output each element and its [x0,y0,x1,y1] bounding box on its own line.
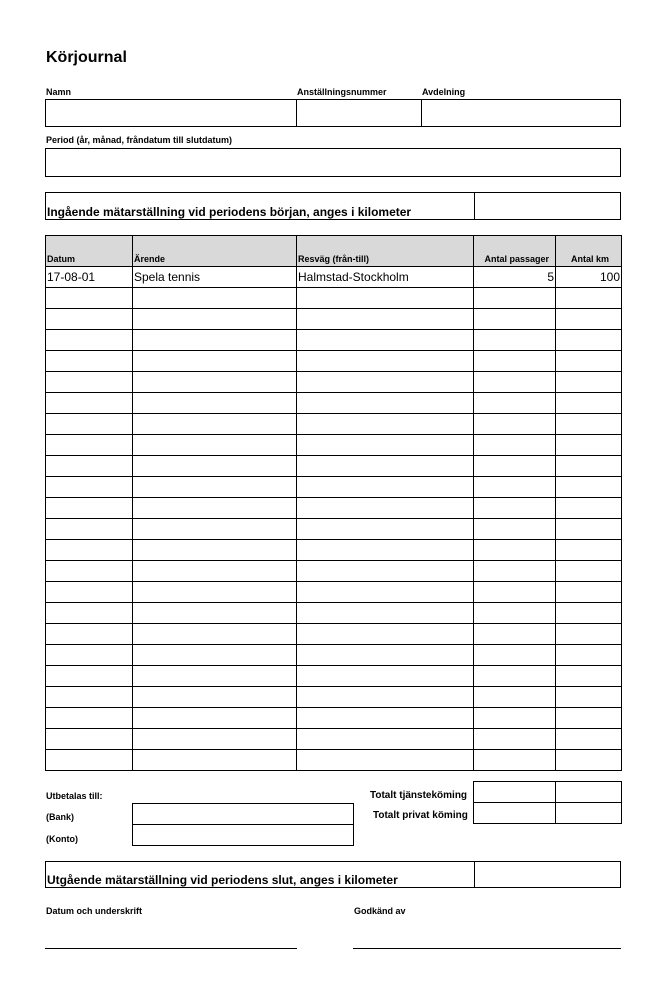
cell-passages[interactable] [474,687,556,708]
cell-route[interactable] [297,351,474,372]
cell-purpose[interactable] [133,624,297,645]
cell-passages[interactable] [474,351,556,372]
cell-passages[interactable] [474,645,556,666]
cell-passages[interactable] [474,498,556,519]
cell-purpose[interactable] [133,477,297,498]
cell-km[interactable] [556,435,622,456]
cell-route[interactable] [297,729,474,750]
table-row [46,519,622,540]
cell-purpose[interactable] [133,288,297,309]
approved-signature-line[interactable] [353,948,621,949]
cell-purpose[interactable] [133,645,297,666]
cell-passages[interactable] [474,582,556,603]
cell-km[interactable] [556,477,622,498]
cell-km[interactable] [556,288,622,309]
table-row [46,582,622,603]
cell-route[interactable]: Halmstad-Stockholm [297,267,474,288]
table-row [46,393,622,414]
period-field[interactable] [45,148,621,177]
cell-passages[interactable] [474,624,556,645]
cell-passages[interactable] [474,729,556,750]
table-row [46,666,622,687]
table-row [46,351,622,372]
table-row [46,435,622,456]
table-row [46,477,622,498]
cell-route[interactable] [297,288,474,309]
business-total-km[interactable] [556,782,622,803]
cell-purpose[interactable] [133,519,297,540]
start-reading-field[interactable] [475,193,621,219]
cell-km[interactable] [556,561,622,582]
cell-route[interactable] [297,666,474,687]
cell-date[interactable] [46,603,133,624]
cell-date[interactable] [46,477,133,498]
end-reading-label: Utgående mätarställning vid periodens slut, anges i kilometer [47,873,398,887]
cell-km[interactable] [556,330,622,351]
cell-route[interactable] [297,309,474,330]
cell-route[interactable] [297,519,474,540]
cell-route[interactable] [297,477,474,498]
account-field[interactable] [132,824,354,846]
header-km: Antal km [556,236,622,267]
cell-date[interactable] [46,708,133,729]
cell-purpose[interactable] [133,456,297,477]
cell-passages[interactable] [474,750,556,771]
employee-number-label: Anställningsnummer [297,87,387,97]
cell-date[interactable] [46,330,133,351]
cell-km[interactable] [556,309,622,330]
cell-passages[interactable] [474,477,556,498]
cell-km[interactable] [556,666,622,687]
cell-km[interactable] [556,498,622,519]
cell-date[interactable] [46,645,133,666]
cell-km[interactable] [556,645,622,666]
cell-date[interactable] [46,435,133,456]
cell-purpose[interactable] [133,435,297,456]
cell-passages[interactable] [474,519,556,540]
cell-passages[interactable] [474,603,556,624]
table-row [46,750,622,771]
header-route: Resväg (från-till) [297,236,474,267]
cell-route[interactable] [297,624,474,645]
cell-route[interactable] [297,561,474,582]
cell-date[interactable] [46,729,133,750]
cell-purpose[interactable] [133,561,297,582]
cell-date[interactable] [46,624,133,645]
cell-route[interactable] [297,435,474,456]
cell-date[interactable] [46,750,133,771]
table-row [46,330,622,351]
cell-date[interactable]: 17-08-01 [46,267,133,288]
cell-route[interactable] [297,708,474,729]
cell-route[interactable] [297,414,474,435]
cell-passages[interactable]: 5 [474,267,556,288]
header-date: Datum [46,236,133,267]
table-row [46,456,622,477]
table-row [46,561,622,582]
cell-passages[interactable] [474,456,556,477]
cell-passages[interactable] [474,330,556,351]
cell-date[interactable] [46,519,133,540]
totals-table [473,781,622,824]
table-header-row [46,236,622,267]
cell-km[interactable] [556,540,622,561]
cell-date[interactable] [46,288,133,309]
table-row [46,624,622,645]
cell-passages[interactable] [474,414,556,435]
cell-km[interactable] [556,708,622,729]
cell-purpose[interactable] [133,582,297,603]
cell-route[interactable] [297,393,474,414]
cell-route[interactable] [297,645,474,666]
cell-date[interactable] [46,582,133,603]
table-row [46,603,622,624]
table-row [46,729,622,750]
header-purpose: Ärende [133,236,297,267]
table-row [46,540,622,561]
cell-date[interactable] [46,561,133,582]
cell-date[interactable] [46,666,133,687]
cell-date[interactable] [46,393,133,414]
private-total-row [474,803,622,824]
department-label: Avdelning [422,87,466,97]
start-reading-label: Ingående mätarställning vid periodens början, anges i kilometer [47,205,412,219]
cell-purpose[interactable] [133,309,297,330]
cell-purpose[interactable] [133,393,297,414]
cell-purpose[interactable] [133,687,297,708]
cell-passages[interactable] [474,561,556,582]
business-total-label: Totalt tjänsteköming [370,790,468,801]
cell-date[interactable] [46,309,133,330]
cell-passages[interactable] [474,393,556,414]
name-label: Namn [46,87,72,97]
cell-km[interactable] [556,624,622,645]
header-passages: Antal passager [474,236,556,267]
cell-passages[interactable] [474,540,556,561]
cell-passages[interactable] [474,666,556,687]
cell-km[interactable] [556,603,622,624]
cell-route[interactable] [297,456,474,477]
approved-label: Godkänd av [354,906,406,916]
cell-km[interactable] [556,393,622,414]
cell-purpose[interactable] [133,603,297,624]
table-row [46,267,622,288]
business-total-row [474,782,622,803]
cell-purpose[interactable] [133,729,297,750]
cell-route[interactable] [297,498,474,519]
cell-passages[interactable] [474,372,556,393]
business-total-passages[interactable] [474,782,556,803]
bank-field[interactable] [132,803,354,825]
cell-purpose[interactable] [133,351,297,372]
table-row [46,288,622,309]
cell-km[interactable] [556,519,622,540]
cell-date[interactable] [46,414,133,435]
cell-route[interactable] [297,540,474,561]
bank-label: (Bank) [46,812,75,822]
cell-purpose[interactable] [133,708,297,729]
cell-route[interactable] [297,687,474,708]
cell-date[interactable] [46,456,133,477]
table-row [46,414,622,435]
cell-date[interactable] [46,351,133,372]
table-row [46,687,622,708]
cell-route[interactable] [297,330,474,351]
private-total-km[interactable] [556,803,622,824]
department-field[interactable] [422,100,621,126]
account-label: (Konto) [46,834,78,844]
cell-route[interactable] [297,603,474,624]
cell-purpose[interactable] [133,540,297,561]
cell-purpose[interactable] [133,498,297,519]
cell-km[interactable]: 100 [556,267,622,288]
employee-number-field[interactable] [297,100,421,126]
cell-date[interactable] [46,372,133,393]
name-field[interactable] [46,100,296,126]
cell-purpose[interactable]: Spela tennis [133,267,297,288]
end-reading-row [45,861,621,888]
table-row [46,645,622,666]
payout-label: Utbetalas till: [46,791,103,801]
cell-passages[interactable] [474,309,556,330]
cell-km[interactable] [556,687,622,708]
period-label: Period (år, månad, fråndatum till slutdatum) [46,135,233,145]
cell-date[interactable] [46,540,133,561]
start-reading-row [45,192,621,220]
private-total-label: Totalt privat köming [373,810,468,821]
cell-purpose[interactable] [133,414,297,435]
cell-purpose[interactable] [133,330,297,351]
cell-route[interactable] [297,372,474,393]
cell-purpose[interactable] [133,750,297,771]
name-row [45,99,621,127]
trip-log-table [45,235,622,771]
table-row [46,708,622,729]
cell-km[interactable] [556,729,622,750]
cell-passages[interactable] [474,288,556,309]
date-signature-label: Datum och underskrift [46,906,143,916]
table-row [46,498,622,519]
cell-km[interactable] [556,582,622,603]
page-title: Körjournal [46,49,127,66]
table-row [46,309,622,330]
cell-km[interactable] [556,750,622,771]
cell-route[interactable] [297,582,474,603]
cell-route[interactable] [297,750,474,771]
cell-date[interactable] [46,498,133,519]
cell-date[interactable] [46,687,133,708]
cell-km[interactable] [556,414,622,435]
cell-km[interactable] [556,456,622,477]
cell-passages[interactable] [474,708,556,729]
cell-km[interactable] [556,351,622,372]
cell-passages[interactable] [474,435,556,456]
date-signature-line[interactable] [45,948,297,949]
cell-purpose[interactable] [133,666,297,687]
table-row [46,372,622,393]
cell-km[interactable] [556,372,622,393]
private-total-passages[interactable] [474,803,556,824]
end-reading-field[interactable] [475,862,621,887]
cell-purpose[interactable] [133,372,297,393]
